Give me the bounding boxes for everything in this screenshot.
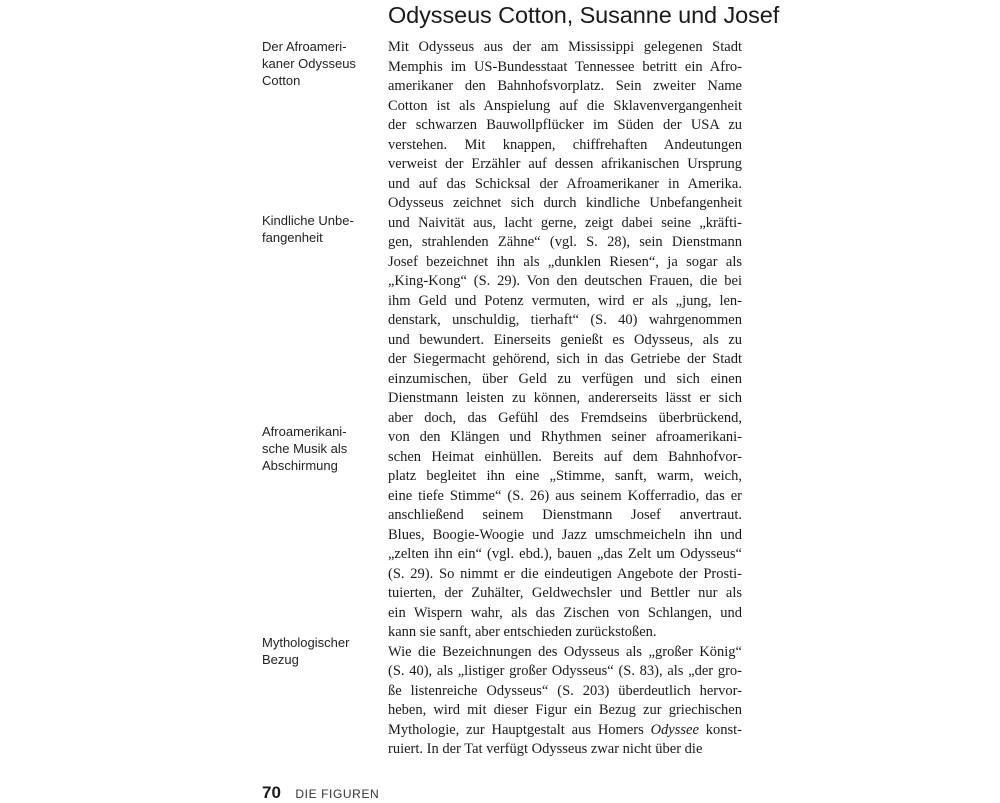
margin-note-line: Abschirmung (262, 458, 338, 473)
body-line: einzumischen, über Geld zu verfügen und sich einen (388, 370, 742, 387)
body-line: Blues, Boogie-Woogie und Jazz umschmeicheln ihn und (388, 526, 742, 543)
body-line: der schwarzen Bauwollpflücker im Süden der USA zu (388, 117, 742, 133)
margin-note-line: sche Musik als (262, 441, 348, 456)
page-number: 70 (262, 783, 281, 802)
body-line: ße listenreiche Odysseus“ (S. 203) überdeutlich hervor- (388, 682, 742, 699)
margin-note-afroamerikaner (262, 38, 372, 89)
body-line: Josef bezeichnet ihn als „dunklen Riesen“, ja sogar als (388, 253, 742, 270)
body-line (388, 721, 742, 741)
margin-note-line: Bezug (262, 652, 299, 667)
body-line: und Naivität aus, lacht gerne, zeigt dabei seine „kräfti- (388, 214, 742, 231)
margin-note-line: Cotton (262, 73, 301, 88)
body-line: und auf das Schicksal der Afroamerikaner in Amerika. (388, 175, 742, 192)
body-line: denstark, unschuldig, tierhaft“ (S. 40) wahrgenommen (388, 312, 742, 328)
body-line: verweist der Erzähler auf dessen afrikanischen Ursprung (388, 156, 742, 172)
body-line: heben, wird mit dieser Figur ein Bezug zur griechischen (388, 702, 742, 718)
body-line: Dienstmann leisten zu können, andererseits lässt er sich (388, 390, 742, 406)
body-line: anschließend seinem Dienstmann Josef anvertraut. (388, 507, 742, 523)
margin-note-mythologie (262, 634, 372, 668)
body-line: der Siegermacht gehörend, sich in das Getriebe der Stadt (388, 351, 742, 367)
margin-note-line: Mythologischer (262, 635, 350, 650)
book-title-italic: Odyssee (650, 721, 699, 738)
body-line: „zelten ihn ein“ (vgl. ebd.), bauen „das Zelt um Odysseus“ (388, 546, 742, 562)
body-line: und bewundert. Einerseits genießt es Odysseus, als zu (388, 331, 742, 348)
body-line: Odysseus zeichnet sich durch kindliche Unbefangenheit (388, 195, 742, 211)
margin-note-line: Afroamerikani- (262, 424, 347, 439)
margin-note-musik (262, 423, 372, 474)
body-line: platz begleitet ihn eine „Stimme, sanft, warm, weich, (388, 468, 742, 484)
page-title: Odysseus Cotton, Susanne und Josef (388, 2, 780, 28)
page-footer (262, 783, 379, 803)
body-line: ein Wispern wahr, als das Zischen von Schlangen, und (388, 604, 742, 621)
body-line: kann sie sanft, aber entschieden zurückstoßen. (388, 624, 657, 640)
margin-note-line: Kindliche Unbe- (262, 213, 354, 228)
body-line: Mit Odysseus aus der am Mississippi gelegenen Stadt (388, 39, 742, 55)
body-line-segment: Mythologie, zur Hauptgestalt aus Homers (388, 721, 651, 738)
body-text (388, 38, 742, 760)
body-line: von den Klängen und Rhythmen seiner afroamerikani- (388, 429, 742, 445)
body-line: ruiert. In der Tat verfügt Odysseus zwar nicht über die (388, 741, 703, 757)
body-line: Cotton ist als Anspielung auf die Sklavenvergangenheit (388, 97, 742, 114)
body-line: (S. 40), als „listiger großer Odysseus“ (S. 83), als „der gro- (388, 663, 742, 679)
margin-note-unbefangenheit (262, 212, 372, 246)
body-line: gen, strahlenden Zähne“ (vgl. S. 28), sein Dienstmann (388, 234, 742, 250)
body-line: Memphis im US-Bundesstaat Tennessee betritt ein Afro- (388, 58, 742, 75)
body-line: Wie die Bezeichnungen des Odysseus als „großer König“ (388, 643, 742, 660)
body-line: verstehen. Mit knappen, chiffrehaften Andeutungen (388, 136, 742, 153)
margin-note-line: kaner Odysseus (262, 56, 356, 71)
margin-note-line: Der Afroameri- (262, 39, 347, 54)
body-line: amerikaner den Bahnhofsvorplatz. Sein zweiter Name (388, 78, 742, 94)
margin-note-line: fangenheit (262, 230, 323, 245)
body-line: „King-Kong“ (S. 29). Von den deutschen Frauen, die bei (388, 273, 742, 289)
body-line: (S. 29). So nimmt er die eindeutigen Angebote der Prosti- (388, 565, 742, 582)
body-line: eine tiefe Stimme“ (S. 26) aus seinem Kofferradio, das er (388, 487, 742, 504)
body-line-segment: konst- (698, 721, 743, 738)
body-line: ihm Geld und Potenz vermuten, wird er als „jung, len- (388, 292, 742, 309)
body-line: aber doch, das Gefühl des Fremdseins überbrückend, (388, 409, 742, 426)
body-line: schen Heimat einhüllen. Bereits auf dem Bahnhofvor- (388, 448, 742, 465)
body-line: tuierten, der Zuhälter, Geldwechsler und Bettler nur als (388, 585, 742, 601)
running-section-title: DIE FIGUREN (295, 787, 380, 801)
